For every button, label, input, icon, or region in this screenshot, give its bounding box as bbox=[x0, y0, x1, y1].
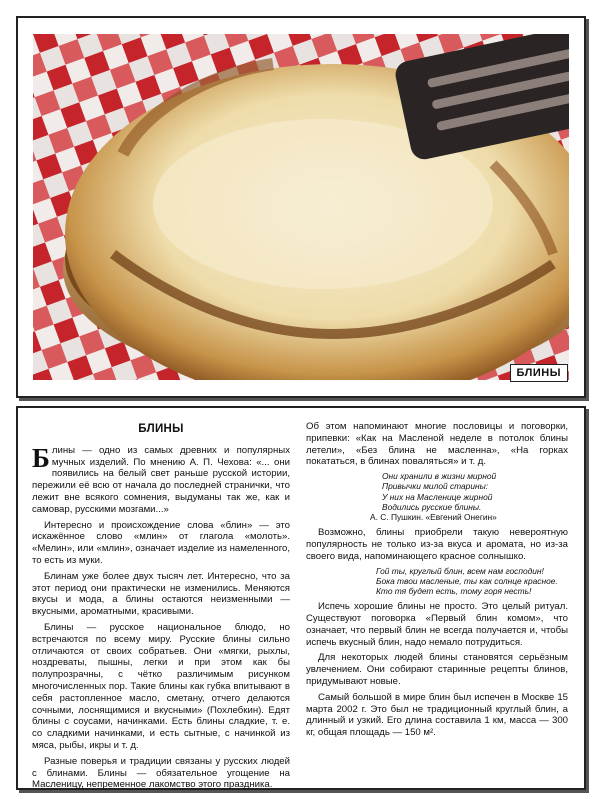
photo-frame bbox=[16, 16, 586, 398]
paragraph: Для некоторых людей блины становятся серьёзным увлечением. Они собирают старинные рецепты блинов, придумывают новые. bbox=[306, 652, 568, 687]
poem-line: Водились русские блины. bbox=[382, 501, 482, 512]
article-frame bbox=[16, 406, 586, 790]
paragraph-text: лины — одно из самых древних и популярных мучных изделий. По мнению А. П. Чехова: «... они появились на белый свет раньше русской истории, пережили её всю от начала до последней странички, что лежит вне всякого сомнения, выдуманы так же, как и самовар, русскими мозгами...» bbox=[32, 444, 290, 515]
photo-caption: БЛИНЫ bbox=[510, 364, 568, 382]
paragraph bbox=[32, 442, 290, 516]
poem-author: А. С. Пушкин. «Евгений Онегин» bbox=[370, 512, 497, 522]
article-title: БЛИНЫ bbox=[138, 423, 184, 435]
paragraph: Интересно и происхождение слова «блин» — это искажённое слово «млин» от глагола «молоть». «Мелин», или «млин», означает изделие из намеленного, то есть из муки. bbox=[32, 519, 290, 566]
paragraph: Блинам уже более двух тысяч лет. Интересно, что за этот период они практически не изменились. Меняются вкусы и мода, а блины остаются неизменными — вкусными, ароматными, красивыми. bbox=[32, 570, 290, 618]
paragraph: Испечь хорошие блины не просто. Это целый ритуал. Существуют поговорка «Первый блин комом», что означает, что первый блин не всегда получается и, чтобы испечь вкусный блин, надо немало потрудиться. bbox=[306, 601, 568, 648]
paragraph: Разные поверья и традиции связаны у русских людей с блинами. Блины — обязательное угощение на Масленицу, непременное лакомство этого праздника. bbox=[32, 755, 290, 791]
paragraph: Самый большой в мире блин был испечен в Москве 15 марта 2002 г. Это был не традиционный круглый блин, а длинный и узкий. Его длина составила 1 км, масса — 300 кг, общая площадь — 150 м². bbox=[306, 691, 568, 739]
poem-folk bbox=[376, 566, 568, 597]
drop-cap: Б bbox=[32, 442, 50, 473]
article-left-column bbox=[32, 420, 290, 791]
poem-line: Они хранили в жизни мирной bbox=[382, 471, 497, 482]
paragraph: Блины — русское национальное блюдо, но встречаются по всему миру. Русские блины сильно отличаются от своих собратьев. Они «мягки, рыхлы, ноздреваты, пышны, легки и при этом как бы полупрозрачны, с чётко различимым рисунком многочисленных пор. Такие блины как губка впитывают в себя растопленное масло, сметану, отчего делаются сочными, лоснящимися и вкусными» (Похлебкин). Едят блины с соусами, начинками. Есть блины сладкие, т. е. со сладкими начинками, и есть сытные, с начинкой из мяса, рыбы, икры и т. д. bbox=[32, 621, 290, 751]
pancakes-photo bbox=[33, 34, 569, 380]
paragraph: Возможно, блины приобрели такую невероятную популярность не только из-за вкуса и аромата, но из-за своего вида, напоминающего красное солнышко. bbox=[306, 527, 568, 562]
poem-line: Привычки милой старины: bbox=[382, 481, 489, 492]
poem-line: У них на Масленице жирной bbox=[382, 491, 493, 502]
poem-pushkin bbox=[370, 471, 568, 522]
poem-line: Бока твои масленые, ты как солнце красное. bbox=[376, 575, 558, 586]
paragraph: Об этом напоминают многие пословицы и поговорки, припевки: «Как на Масленой неделе в потолок блины летели», «Без блина не масленна», «На горках покататься, в блинах поваляться» и т. д. bbox=[306, 421, 568, 468]
poem-line: Гой ты, круглый блин, всем нам господин! bbox=[376, 565, 544, 576]
article-right-column bbox=[306, 421, 568, 739]
poem-line: Кто тя будет есть, тому горя несть! bbox=[376, 586, 532, 596]
